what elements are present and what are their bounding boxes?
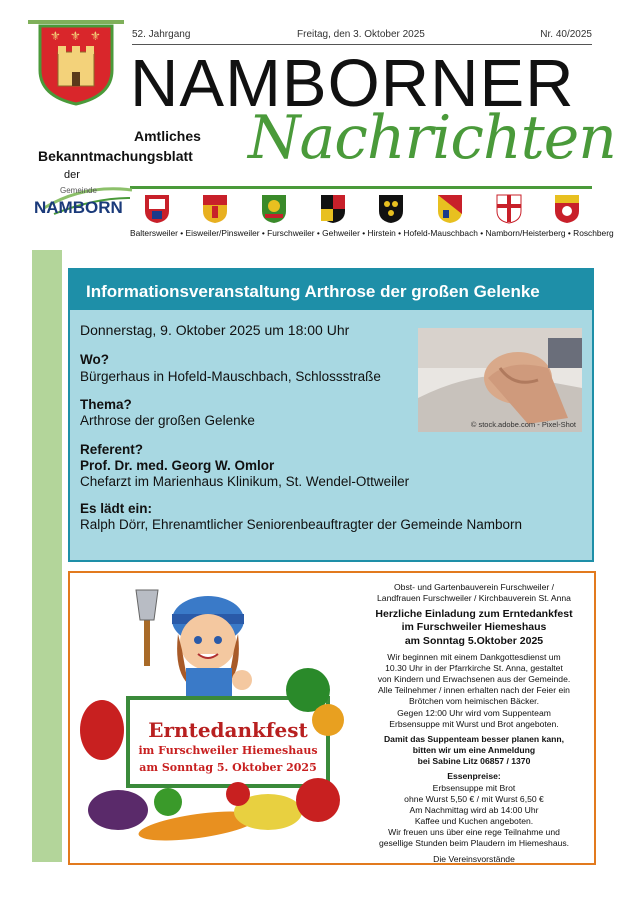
price-line: Wir freuen uns über eine rege Teilnahme und <box>388 827 560 838</box>
signup-line: bitten wir um eine Anmeldung <box>412 745 536 756</box>
prices-label: Essenpreise: <box>447 771 501 782</box>
header-divider <box>130 186 592 189</box>
logo-small-text: Gemeinde <box>60 186 97 195</box>
price-line: Kaffee und Kuchen angeboten. <box>414 816 534 827</box>
invite-head3: am Sonntag 5.Oktober 2025 <box>404 634 544 647</box>
side-green-bar <box>32 250 62 862</box>
crest-icon <box>378 194 404 224</box>
crest-icon <box>144 194 170 224</box>
info-speaker-label: Referent? <box>80 442 144 457</box>
svg-text:⚜: ⚜ <box>90 29 101 43</box>
namborn-logo <box>34 184 134 226</box>
subtitle-line3: der <box>64 169 80 181</box>
signature: Die Vereinsvorstände <box>433 853 515 864</box>
crest-icon <box>496 194 522 224</box>
crest-icon <box>261 194 287 224</box>
img-line3: am Sonntag 5. Oktober 2025 <box>139 761 317 774</box>
harvest-scene-icon <box>78 580 358 852</box>
signup-line: bei Sabine Litz 06857 / 1370 <box>417 756 531 767</box>
svg-text:⚜: ⚜ <box>70 29 81 43</box>
crest-icon <box>437 194 463 224</box>
logo-big-text: NAMBORN <box>34 198 123 217</box>
invite-head1: Herzliche Einladung zum Erntedankfest <box>375 608 573 621</box>
org-line1: Obst- und Gartenbauverein Furschweiler / <box>393 582 554 592</box>
issue-number: Nr. 40/2025 <box>540 29 592 40</box>
jahrgang: 52. Jahrgang <box>132 29 191 40</box>
svg-text:⚜: ⚜ <box>50 29 61 43</box>
knee-image-icon <box>418 328 582 432</box>
para-line: Alle Teilnehmer / innen erhalten nach der Feier ein <box>378 685 570 696</box>
invite-head2: im Furschweiler Hiemeshaus <box>401 621 547 634</box>
price-line: gesellige Stunden beim Plaudern im Hiemeshaus. <box>378 838 570 849</box>
para-line: Wir beginnen mit einem Dankgottesdienst um <box>387 651 561 662</box>
info-topic-label: Thema? <box>80 397 132 412</box>
village-crests <box>140 194 590 228</box>
harvest-illustration <box>78 580 358 852</box>
info-where-label: Wo? <box>80 352 109 367</box>
para-line: von Kindern und Erwachsenen aus der Gemeinde. <box>377 674 571 685</box>
para-line: Brötchen vom heimischen Bäcker. <box>409 696 539 707</box>
info-speaker-role: Chefarzt im Marienhaus Klinikum, St. Wendel-Ottweiler <box>80 474 410 489</box>
photo-credit: © stock.adobe.com - Pixel-Shot <box>470 420 576 429</box>
masthead-title: NAMBORNER <box>130 46 575 121</box>
para-line: Erbsensuppe mit Wurst und Brot angeboten. <box>389 718 559 729</box>
issue-date: Freitag, den 3. Oktober 2025 <box>297 29 425 40</box>
price-line: ohne Wurst 5,50 € / mit Wurst 6,50 € <box>404 793 544 804</box>
coat-of-arms-icon <box>36 22 116 106</box>
masthead-script: Nachrichten <box>248 103 616 173</box>
para-line: 10.30 Uhr in der Pfarrkirche St. Anna, gestaltet <box>385 662 563 673</box>
org-line2: Landfrauen Furschweiler / Kirchbauverein St. Anna <box>377 593 571 604</box>
village-list: Baltersweiler • Eisweiler/Pinsweiler • Furschweiler • Gehweiler • Hirstein • Hofeld-Mauschbach • Namborn/Heisterberg • Roschberg <box>130 228 614 238</box>
crest-icon <box>202 194 228 224</box>
crest-icon <box>320 194 346 224</box>
subtitle-line1: Amtliches <box>134 128 201 144</box>
signup-line: Damit das Suppenteam besser planen kann, <box>383 733 565 744</box>
issue-meta-row <box>132 28 592 45</box>
info-host-value: Ralph Dörr, Ehrenamtlicher Seniorenbeauftragter der Gemeinde Namborn <box>80 517 522 532</box>
para-line: Gegen 12:00 Uhr wird vom Suppenteam <box>397 707 551 718</box>
price-line: Erbsensuppe mit Brot <box>432 782 516 793</box>
info-speaker-name: Prof. Dr. med. Georg W. Omlor <box>80 458 275 473</box>
info-where-value: Bürgerhaus in Hofeld-Mauschbach, Schlossstraße <box>80 369 381 384</box>
info-title: Informationsveranstaltung Arthrose der großen Gelenke <box>86 282 540 301</box>
info-topic-value: Arthrose der großen Gelenke <box>80 413 255 428</box>
info-host-label: Es lädt ein: <box>80 501 153 516</box>
subtitle-line2: Bekanntmachungsblatt <box>38 148 193 164</box>
crest-icon <box>554 194 580 224</box>
harvest-text <box>362 582 586 865</box>
info-date: Donnerstag, 9. Oktober 2025 um 18:00 Uhr <box>80 322 350 338</box>
img-title: Erntedankfest <box>148 718 308 742</box>
price-line: Am Nachmittag wird ab 14:00 Uhr <box>409 804 539 815</box>
knee-photo <box>418 328 582 432</box>
img-line2: im Furschweiler Hiemeshaus <box>138 744 318 757</box>
